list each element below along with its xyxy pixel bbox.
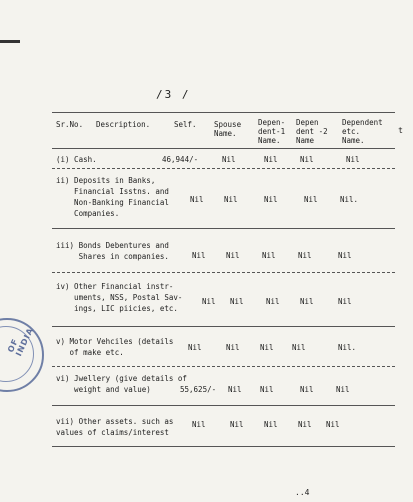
row-jewellery-dependent-2: Nil	[300, 385, 314, 394]
row-instruments-label: iv) Other Financial instr- uments, NSS, Postal Sav- ings, LIC piicies, etc.	[56, 282, 183, 313]
row-deposits-dependent-1: Nil	[264, 195, 278, 204]
header-dependent-etc: Dependent etc. Name.	[342, 118, 383, 145]
row-divider	[52, 446, 395, 447]
header-dependent-1: Depen- dent-1 Name.	[258, 118, 286, 145]
row-divider	[52, 405, 395, 406]
row-cash-dependent-etc: Nil	[346, 155, 360, 164]
row-other-assets-dependent-2: Nil	[298, 420, 312, 429]
row-instruments-dependent-etc: Nil	[338, 297, 352, 306]
row-bonds-dependent-2: Nil	[298, 251, 312, 260]
row-jewellery-self: 55,625/-	[180, 385, 217, 394]
row-divider	[52, 168, 395, 169]
row-divider	[52, 326, 395, 327]
row-vehicles-label: v) Motor Vehciles (details of make etc.	[56, 337, 174, 357]
row-other-assets-spouse: Nil	[230, 420, 244, 429]
row-jewellery-spouse: Nil	[228, 385, 242, 394]
header-sr-no: Sr.No.	[56, 120, 84, 129]
margin-mark	[0, 40, 20, 43]
row-bonds-spouse: Nil	[226, 251, 240, 260]
row-vehicles-dependent-2: Nil	[292, 343, 306, 352]
row-instruments-self: Nil	[202, 297, 216, 306]
row-cash-self: 46,944/-	[162, 155, 199, 164]
edge-mark: t	[398, 126, 403, 135]
row-jewellery-dependent-1: Nil	[260, 385, 274, 394]
row-instruments-spouse: Nil	[230, 297, 244, 306]
page-continuation: ..4	[295, 488, 310, 497]
row-bonds-dependent-etc: Nil	[338, 251, 352, 260]
row-vehicles-spouse: Nil	[226, 343, 240, 352]
row-cash-label: (i) Cash.	[56, 155, 97, 164]
row-divider	[52, 228, 395, 229]
header-bottom-rule	[52, 148, 395, 149]
row-instruments-dependent-1: Nil	[266, 297, 280, 306]
row-instruments-dependent-2: Nil	[300, 297, 314, 306]
row-cash-spouse: Nil	[222, 155, 236, 164]
row-other-assets-dependent-etc: Nil	[326, 420, 340, 429]
official-seal	[0, 318, 44, 392]
row-other-assets-self: Nil	[192, 420, 206, 429]
header-top-rule	[52, 112, 395, 113]
seal-text: OF INDIA	[6, 326, 36, 358]
row-jewellery-label: vi) Jwellery (give details of weight and value)	[56, 374, 187, 394]
row-vehicles-dependent-1: Nil	[260, 343, 274, 352]
row-divider	[52, 272, 395, 273]
row-other-assets-dependent-1: Nil	[264, 420, 278, 429]
row-bonds-dependent-1: Nil	[262, 251, 276, 260]
row-deposits-spouse: Nil	[224, 195, 238, 204]
header-spouse: Spouse Name.	[214, 120, 242, 138]
page-number: /3 /	[156, 88, 191, 101]
row-vehicles-self: Nil	[188, 343, 202, 352]
row-deposits-dependent-etc: Nil.	[340, 195, 359, 204]
row-jewellery-dependent-etc: Nil	[336, 385, 350, 394]
row-deposits-self: Nil	[190, 195, 204, 204]
row-deposits-dependent-2: Nil	[304, 195, 318, 204]
row-bonds-self: Nil	[192, 251, 206, 260]
row-divider	[52, 366, 395, 367]
row-cash-dependent-2: Nil	[300, 155, 314, 164]
row-bonds-label: iii) Bonds Debentures and Shares in companies.	[56, 241, 169, 261]
header-dependent-2: Depen dent -2 Name	[296, 118, 328, 145]
row-deposits-label: ii) Deposits in Banks, Financial Isstns. and Non-Banking Financial Companies.	[56, 176, 169, 218]
row-other-assets-label: vii) Other assets. such as values of claims/interest	[56, 417, 174, 437]
row-cash-dependent-1: Nil	[264, 155, 278, 164]
header-self: Self.	[174, 120, 197, 129]
header-description: Description.	[96, 120, 151, 129]
row-vehicles-dependent-etc: Nil.	[338, 343, 357, 352]
